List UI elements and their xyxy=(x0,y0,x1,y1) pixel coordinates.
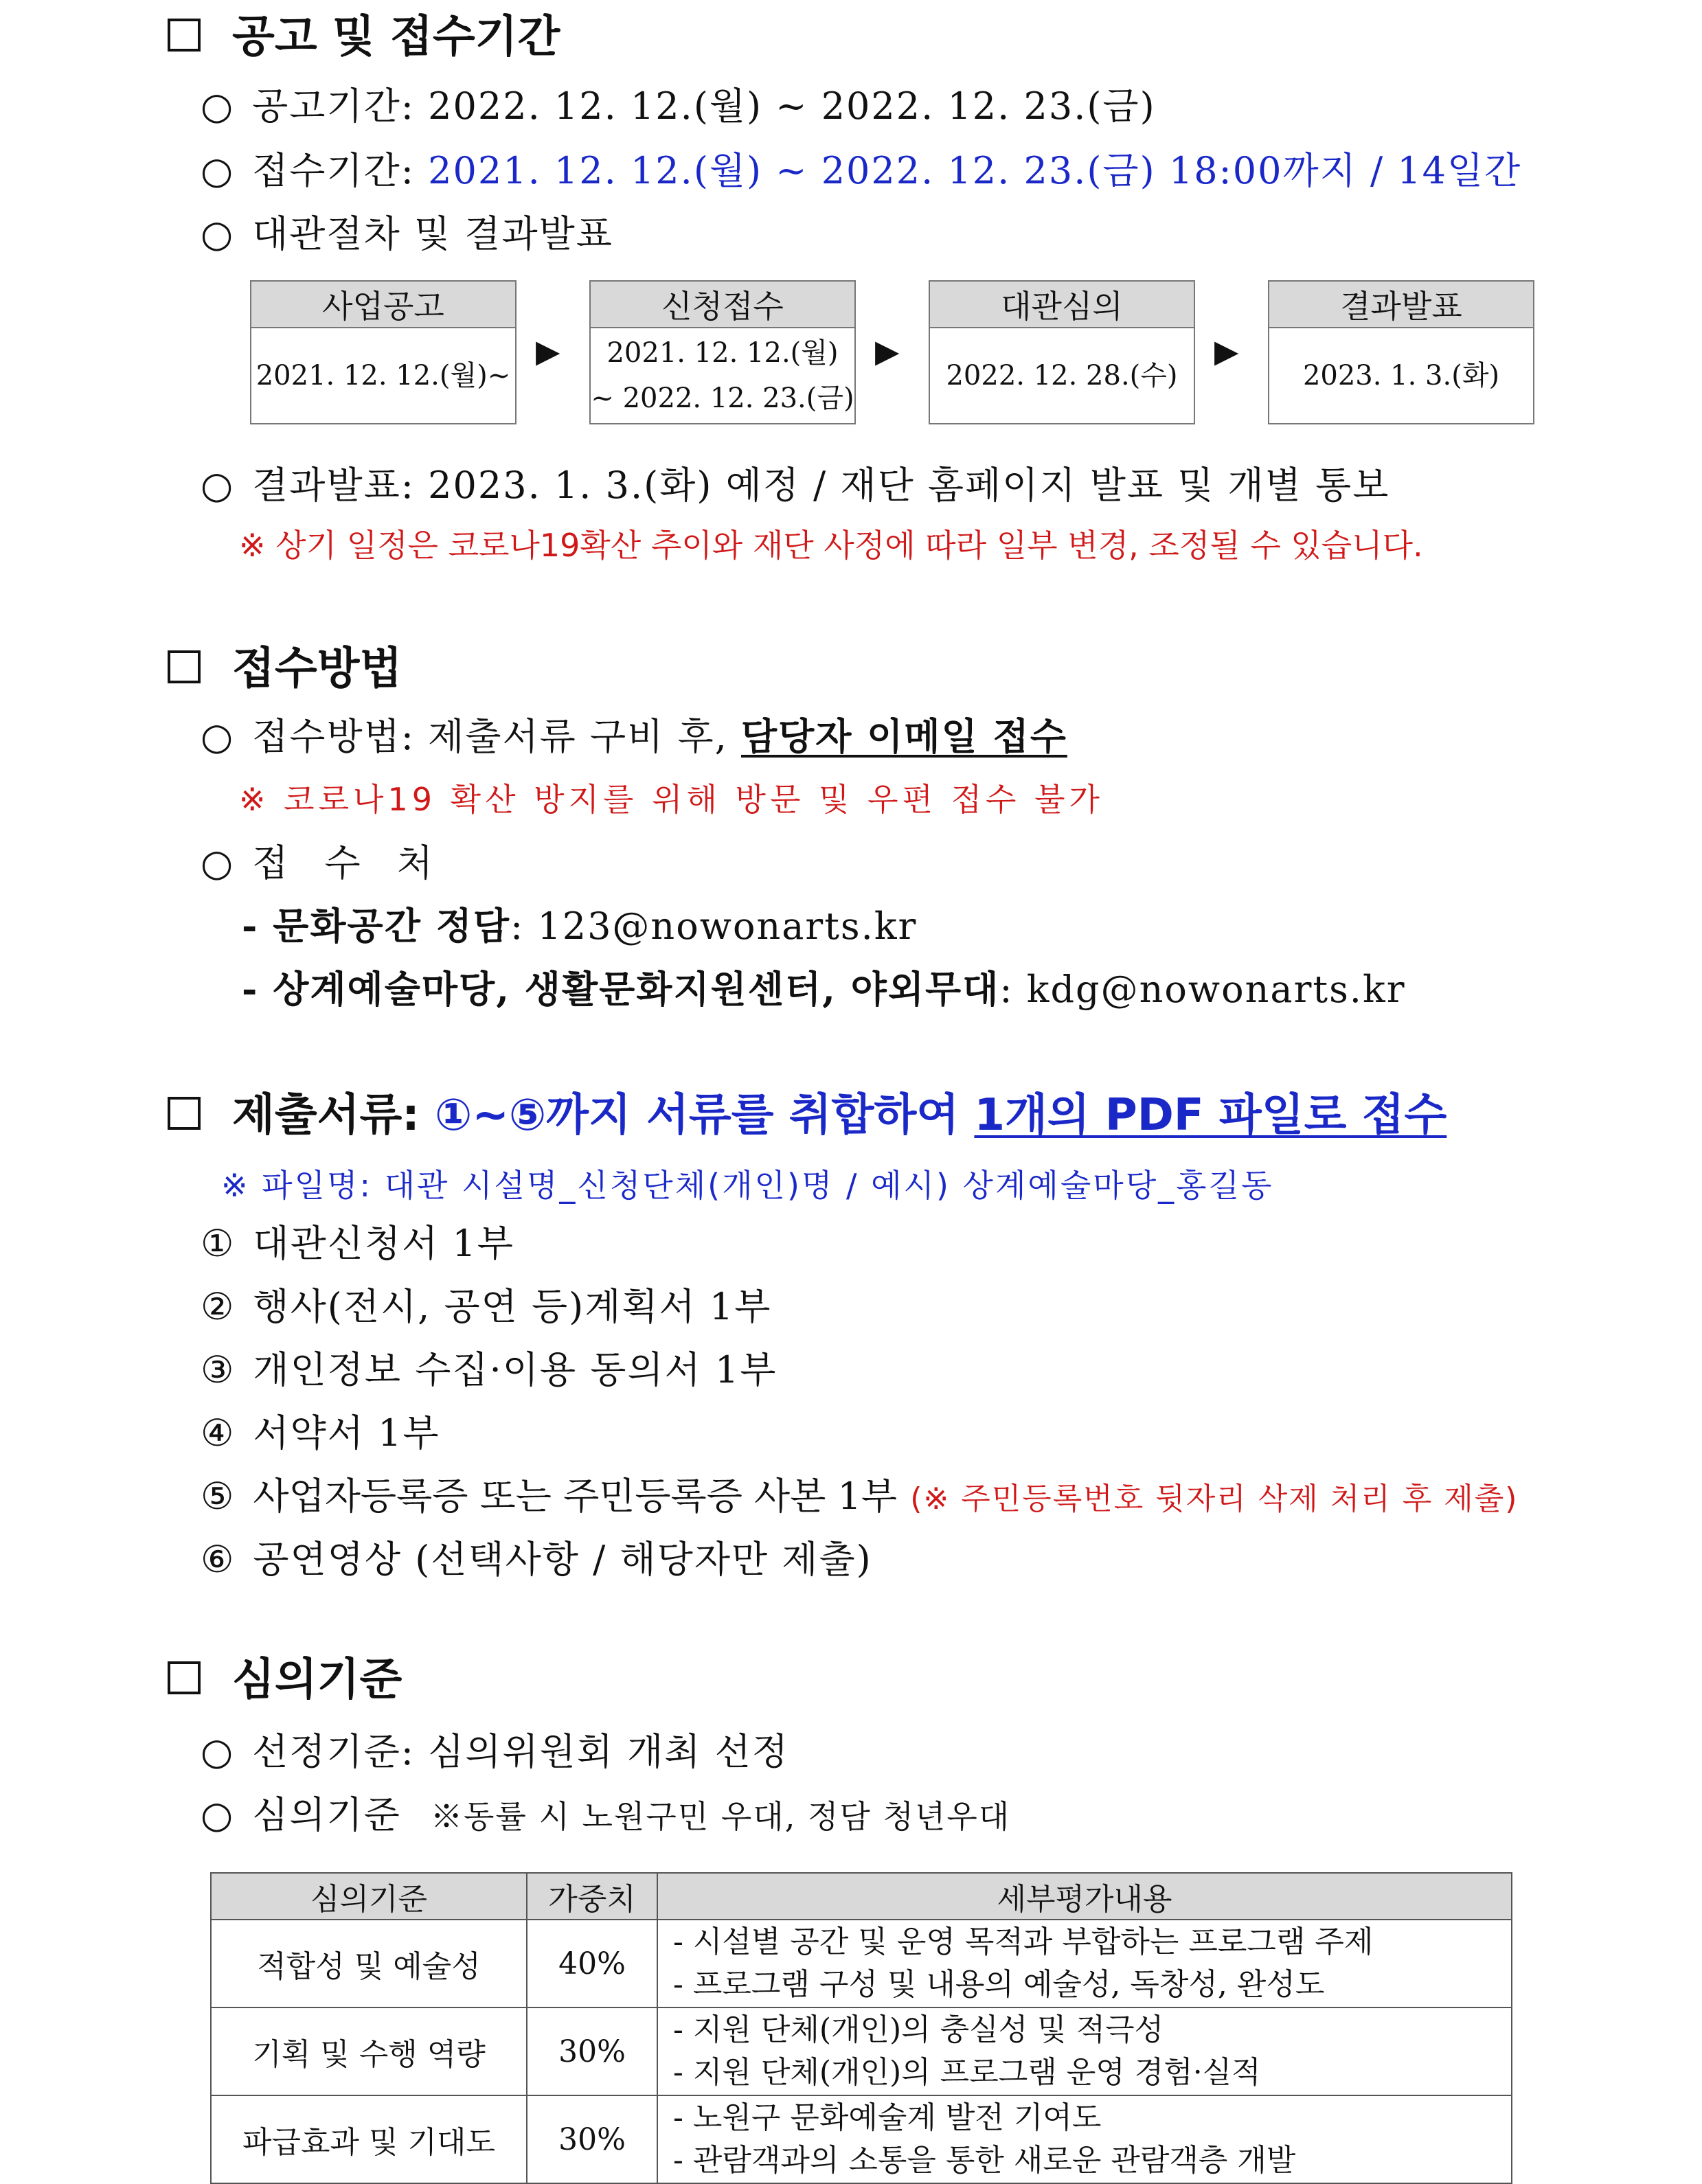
arrow-right-icon: ▶ xyxy=(875,332,900,369)
method-text: 접수방법: 제출서류 구비 후, xyxy=(252,715,741,758)
details-cell xyxy=(657,2095,1512,2183)
procedure-step-4 xyxy=(1268,280,1534,424)
table-row xyxy=(211,2095,1512,2183)
doc-item xyxy=(201,1404,440,1457)
arrow-right-icon: ▶ xyxy=(536,332,560,369)
circle-bullet-icon: ○ xyxy=(201,149,235,192)
result-line xyxy=(201,456,1389,509)
doc-text: 서약서 1부 xyxy=(253,1411,440,1455)
details-cell xyxy=(657,1920,1512,2007)
column-header: 심의기준 xyxy=(211,1873,527,1920)
step-date-line1: 2022. 12. 28.(수) xyxy=(946,360,1178,391)
section-header-method xyxy=(168,633,402,696)
doc-text: 대관신청서 1부 xyxy=(253,1222,514,1265)
selection-line xyxy=(201,1722,789,1775)
place-2 xyxy=(242,960,1406,1013)
procedure-label: 대관절차 및 결과발표 xyxy=(252,212,613,255)
step-date-line1: 2021. 12. 12.(월) xyxy=(606,337,839,369)
place-email: : 123@nowonarts.kr xyxy=(510,905,918,948)
checkbox-square-icon xyxy=(168,1661,201,1694)
criteria-note: ※동률 시 노원구민 우대, 정담 청년우대 xyxy=(430,1798,1011,1835)
procedure-step-2 xyxy=(589,280,856,424)
doc-number: ③ xyxy=(201,1348,236,1391)
method-notice: ※ 코로나19 확산 방지를 위해 방문 및 우편 접수 불가 xyxy=(239,781,1104,818)
table-row xyxy=(211,2007,1512,2095)
criterion-cell: 기획 및 수행 역량 xyxy=(211,2007,527,2095)
place-line xyxy=(201,834,445,887)
detail-line: - 프로그램 구성 및 내용의 예술성, 독창성, 완성도 xyxy=(673,1967,1325,2002)
circle-bullet-icon: ○ xyxy=(201,841,235,885)
place-label: 접 수 처 xyxy=(252,841,445,885)
circle-bullet-icon: ○ xyxy=(201,464,235,507)
step-date-line2: ~ 2022. 12. 23.(금) xyxy=(591,383,854,414)
method-line xyxy=(201,707,1067,760)
step-date xyxy=(251,328,515,423)
table-header-row xyxy=(211,1873,1512,1920)
checkbox-square-icon xyxy=(168,19,201,52)
receipt-period-line xyxy=(201,141,1521,194)
announce-period-text: 공고기간: 2022. 12. 12.(월) ~ 2022. 12. 23.(금) xyxy=(252,84,1156,128)
criteria-label: 심의기준 xyxy=(252,1793,401,1836)
detail-line: - 시설별 공간 및 운영 목적과 부합하는 프로그램 주제 xyxy=(673,1924,1374,1959)
doc-text: 행사(전시, 공연 등)계획서 1부 xyxy=(253,1285,772,1328)
detail-line: - 관람객과의 소통을 통한 새로운 관람객층 개발 xyxy=(673,2143,1296,2178)
schedule-notice: ※ 상기 일정은 코로나19확산 추이와 재단 사정에 따라 일부 변경, 조정될 수 있습니다. xyxy=(239,527,1423,564)
doc-item xyxy=(201,1467,1518,1520)
doc-number: ⑤ xyxy=(201,1475,236,1518)
section-header-announce xyxy=(168,1,560,65)
doc-text: 사업자등록증 또는 주민등록증 사본 1부 xyxy=(253,1475,898,1518)
doc-number: ④ xyxy=(201,1411,236,1455)
step-date xyxy=(1269,328,1533,423)
weight-cell: 30% xyxy=(527,2007,657,2095)
place-email: : kdg@nowonarts.kr xyxy=(999,968,1406,1011)
detail-line: - 지원 단체(개인)의 프로그램 운영 경험·실적 xyxy=(673,2055,1261,2090)
place-name: - 문화공간 정담 xyxy=(242,904,510,948)
detail-line: - 지원 단체(개인)의 충실성 및 적극성 xyxy=(673,2012,1164,2047)
section-title: 공고 및 접수기간 xyxy=(232,12,560,62)
criteria-line xyxy=(201,1786,1010,1839)
doc-item xyxy=(201,1277,771,1330)
weight-cell: 40% xyxy=(527,1920,657,2007)
arrow-right-icon: ▶ xyxy=(1214,332,1239,369)
section-header-docs xyxy=(168,1080,1446,1143)
table-row xyxy=(211,1920,1512,2007)
circle-bullet-icon: ○ xyxy=(201,212,235,255)
docs-title-mid: ①~⑤까지 서류를 취합하여 xyxy=(435,1090,975,1141)
doc-text: 개인정보 수집·이용 동의서 1부 xyxy=(253,1348,778,1391)
receipt-period-label: 접수기간: xyxy=(252,149,429,192)
criterion-cell: 파급효과 및 기대도 xyxy=(211,2095,527,2183)
section-header-review xyxy=(168,1644,402,1707)
circle-bullet-icon: ○ xyxy=(201,84,235,128)
receipt-period-value: 2021. 12. 12.(월) ~ 2022. 12. 23.(금) 18:00까지 / 14일간 xyxy=(428,149,1522,192)
criterion-cell: 적합성 및 예술성 xyxy=(211,1920,527,2007)
circle-bullet-icon: ○ xyxy=(201,1730,235,1773)
circle-bullet-icon: ○ xyxy=(201,715,235,758)
details-cell xyxy=(657,2007,1512,2095)
procedure-step-3 xyxy=(929,280,1195,424)
step-date xyxy=(930,328,1194,423)
place-1 xyxy=(242,897,917,950)
step-date xyxy=(591,328,854,423)
step-title: 대관심의 xyxy=(930,282,1194,328)
section-title: 제출서류: xyxy=(232,1090,435,1141)
doc-number: ② xyxy=(201,1285,236,1328)
procedure-line xyxy=(201,205,613,258)
step-title: 결과발표 xyxy=(1269,282,1533,328)
announce-period-line xyxy=(201,77,1156,130)
doc-item xyxy=(201,1341,777,1394)
doc-item xyxy=(201,1214,514,1267)
section-title: 접수방법 xyxy=(232,644,402,694)
criteria-table xyxy=(210,1872,1512,2184)
detail-line: - 노원구 문화예술계 발전 기여도 xyxy=(673,2100,1102,2135)
doc-text: 공연영상 (선택사항 / 해당자만 제출) xyxy=(253,1538,872,1581)
step-title: 신청접수 xyxy=(591,282,854,328)
checkbox-square-icon xyxy=(168,1097,201,1130)
step-date-line1: 2023. 1. 3.(화) xyxy=(1302,360,1500,391)
procedure-step-1 xyxy=(250,280,517,424)
doc-number: ⑥ xyxy=(201,1538,236,1581)
step-title: 사업공고 xyxy=(251,282,515,328)
column-header: 가중치 xyxy=(527,1873,657,1920)
step-date-line1: 2021. 12. 12.(월)~ xyxy=(256,360,511,391)
column-header: 세부평가내용 xyxy=(657,1873,1512,1920)
filename-note: ※ 파일명: 대관 시설명_신청단체(개인)명 / 예시) 상계예술마당_홍길동 xyxy=(221,1167,1274,1204)
place-name: - 상계예술마당, 생활문화지원센터, 야외무대 xyxy=(242,967,1000,1011)
result-text: 결과발표: 2023. 1. 3.(화) 예정 / 재단 홈페이지 발표 및 개별 통보 xyxy=(252,464,1390,507)
docs-title-emphasis: 1개의 PDF 파일로 접수 xyxy=(974,1090,1447,1141)
checkbox-square-icon xyxy=(168,650,201,683)
doc-number: ① xyxy=(201,1222,236,1265)
doc-note: (※ 주민등록번호 뒷자리 삭제 처리 후 제출) xyxy=(910,1481,1519,1516)
circle-bullet-icon: ○ xyxy=(201,1793,235,1836)
section-title: 심의기준 xyxy=(232,1654,402,1705)
weight-cell: 30% xyxy=(527,2095,657,2183)
method-emphasis: 담당자 이메일 접수 xyxy=(740,714,1067,758)
selection-text: 선정기준: 심의위원회 개최 선정 xyxy=(252,1730,789,1773)
doc-item xyxy=(201,1530,872,1583)
